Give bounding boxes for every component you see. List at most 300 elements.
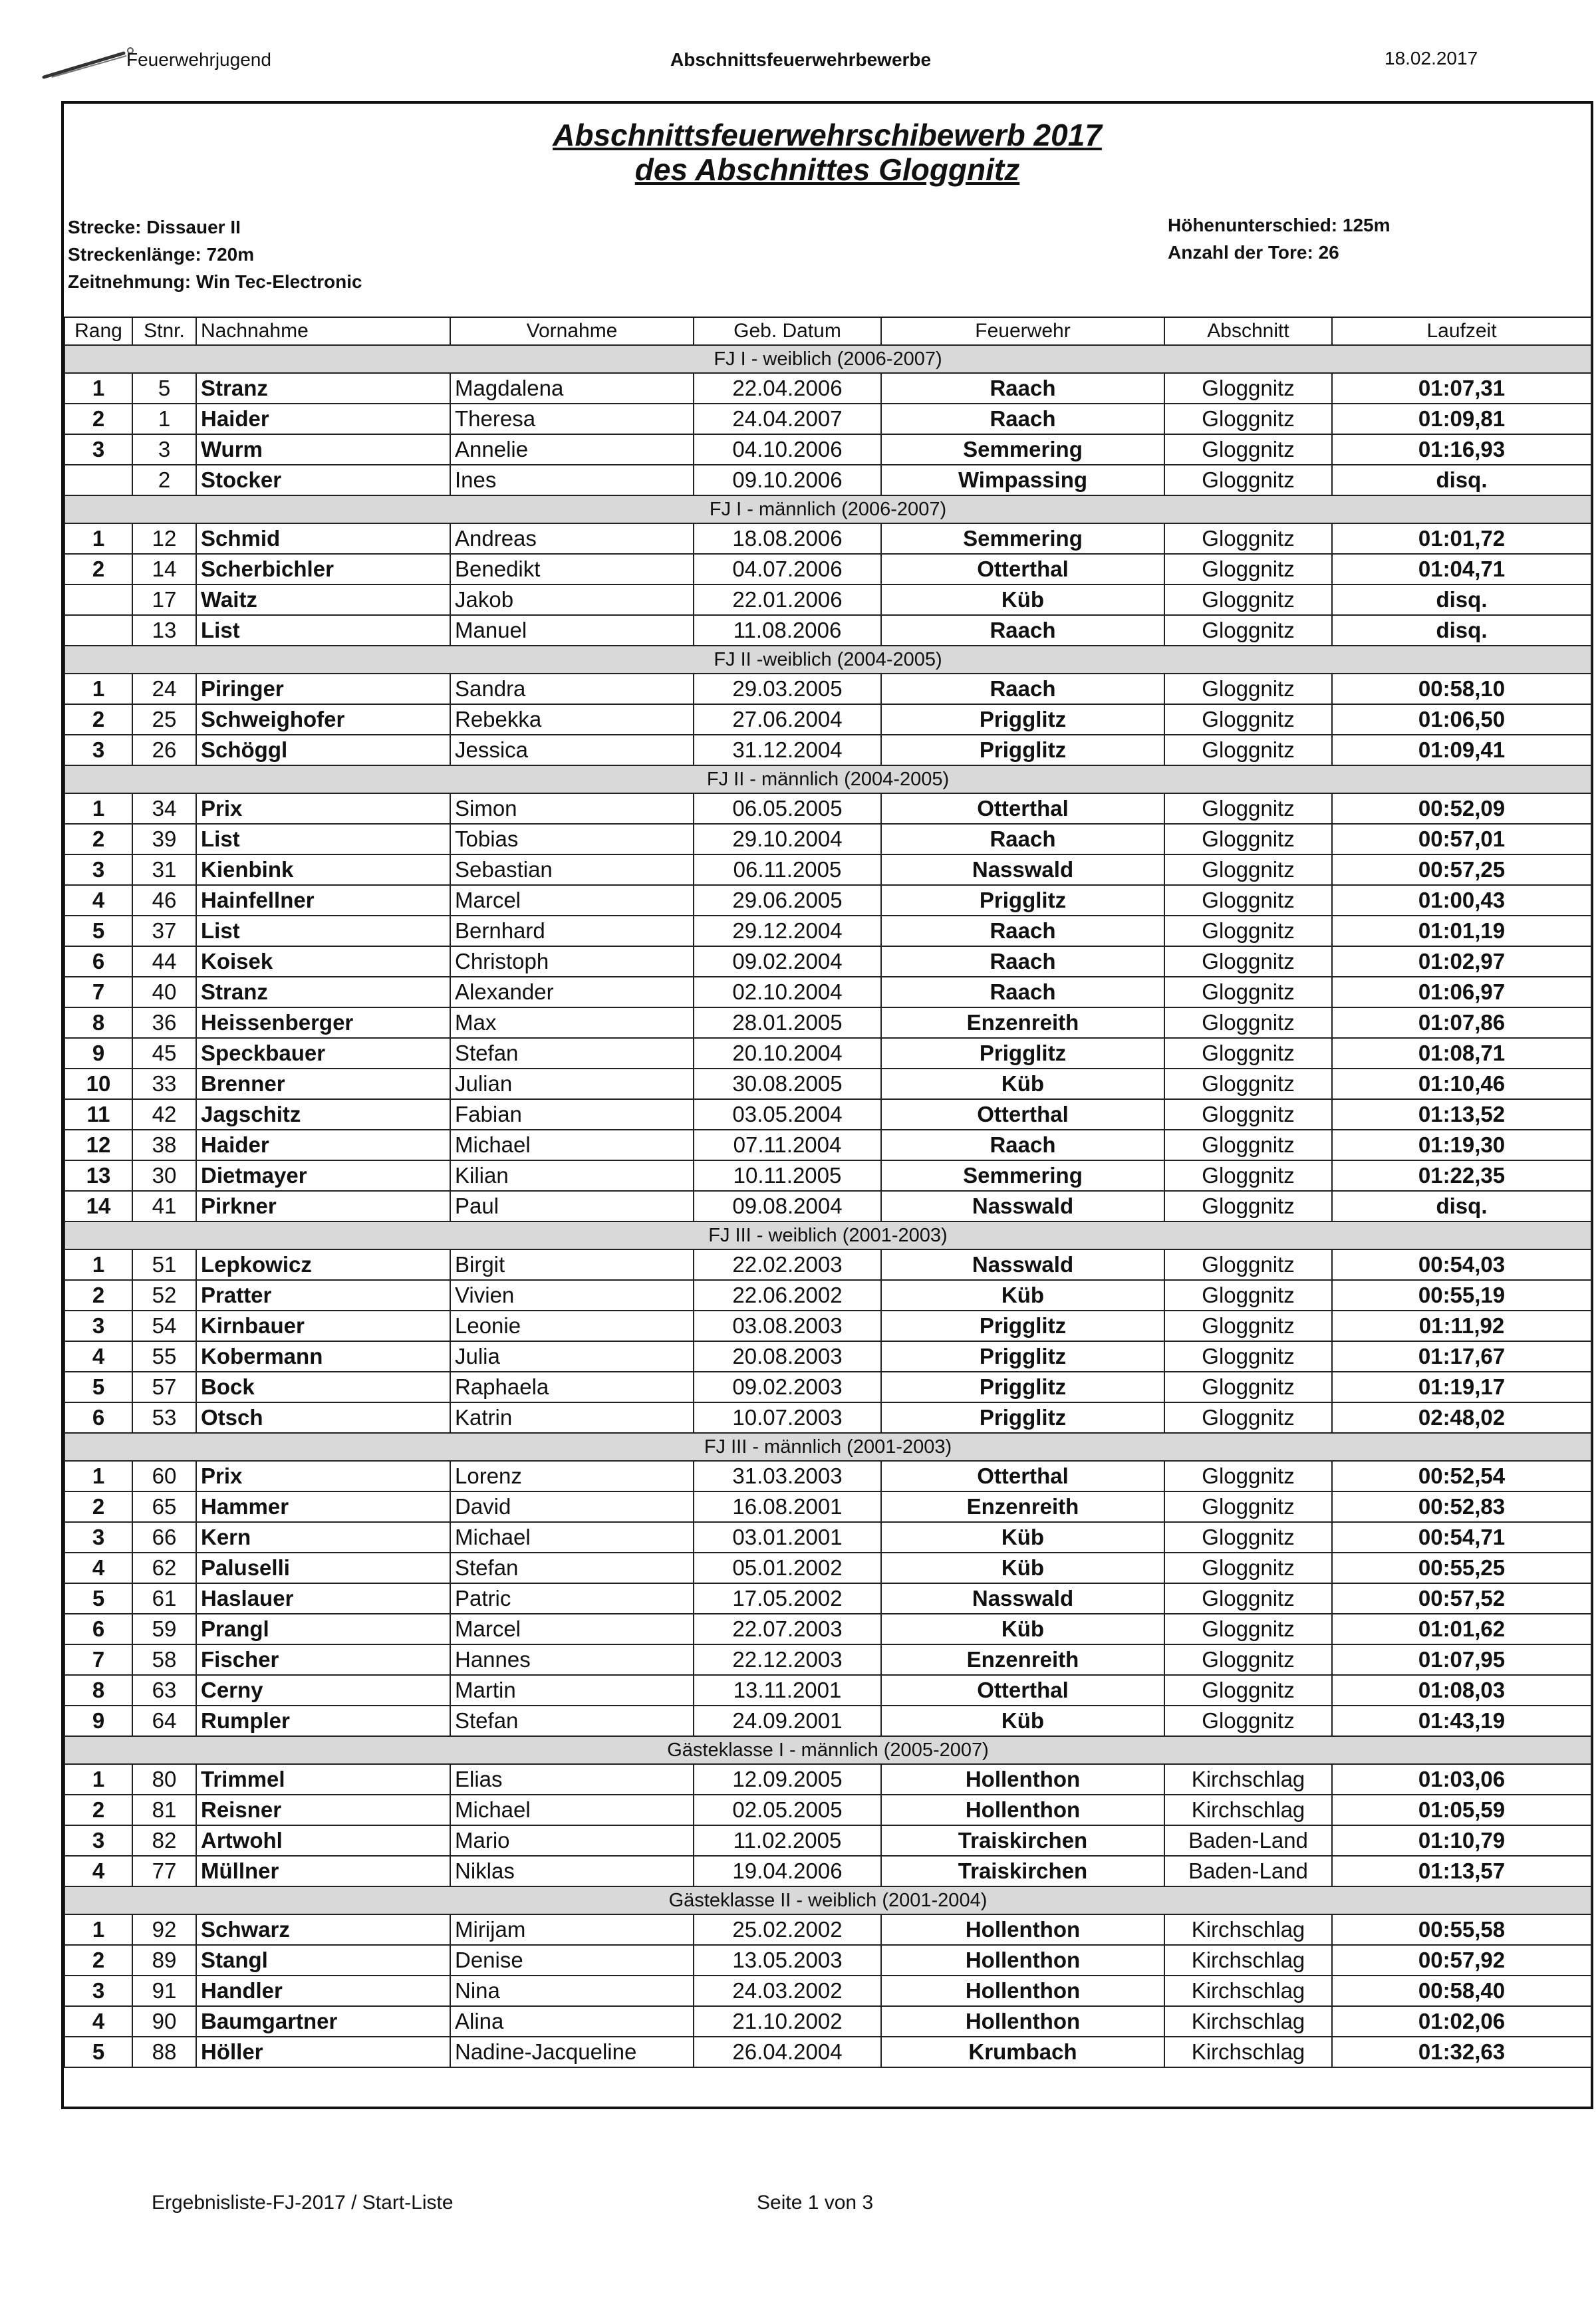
cell-feuerwehr: Küb [881, 584, 1164, 615]
cell-geburtsdatum: 22.02.2003 [694, 1249, 881, 1280]
cell-vorname: Jessica [450, 735, 694, 765]
cell-abschnitt: Gloggnitz [1164, 373, 1332, 404]
cell-rang: 11 [65, 1099, 132, 1130]
cell-feuerwehr: Küb [881, 1614, 1164, 1644]
cell-abschnitt: Baden-Land [1164, 1856, 1332, 1886]
cell-nachname: Jagschitz [196, 1099, 450, 1130]
table-row [65, 1311, 1591, 1341]
cell-laufzeit: 00:55,25 [1332, 1553, 1591, 1583]
course-laenge: Streckenlänge: 720m [68, 244, 255, 265]
cell-vorname: Alexander [450, 977, 694, 1007]
cell-abschnitt: Gloggnitz [1164, 1341, 1332, 1372]
table-row [65, 1795, 1591, 1825]
cell-vorname: Niklas [450, 1856, 694, 1886]
table-row [65, 916, 1591, 946]
table-row [65, 2006, 1591, 2037]
cell-stnr: 91 [132, 1976, 196, 2006]
cell-rang: 10 [65, 1069, 132, 1099]
cell-abschnitt: Kirchschlag [1164, 1976, 1332, 2006]
cell-abschnitt: Gloggnitz [1164, 1280, 1332, 1311]
cell-rang: 3 [65, 1311, 132, 1341]
column-header: Laufzeit [1332, 317, 1591, 345]
cell-feuerwehr: Prigglitz [881, 704, 1164, 735]
cell-abschnitt: Gloggnitz [1164, 885, 1332, 916]
cell-abschnitt: Gloggnitz [1164, 793, 1332, 824]
table-row [65, 977, 1591, 1007]
cell-feuerwehr: Nasswald [881, 1583, 1164, 1614]
cell-stnr: 37 [132, 916, 196, 946]
table-row [65, 1099, 1591, 1130]
cell-stnr: 92 [132, 1914, 196, 1945]
cell-geburtsdatum: 20.08.2003 [694, 1341, 881, 1372]
category-label: Gästeklasse I - männlich (2005-2007) [65, 1736, 1591, 1764]
cell-abschnitt: Gloggnitz [1164, 1249, 1332, 1280]
category-row [65, 1886, 1591, 1914]
cell-feuerwehr: Enzenreith [881, 1644, 1164, 1675]
cell-abschnitt: Gloggnitz [1164, 1007, 1332, 1038]
table-row [65, 615, 1591, 646]
cell-nachname: Hainfellner [196, 885, 450, 916]
cell-geburtsdatum: 07.11.2004 [694, 1130, 881, 1160]
cell-abschnitt: Gloggnitz [1164, 584, 1332, 615]
cell-vorname: Hannes [450, 1644, 694, 1675]
cell-nachname: Wurm [196, 434, 450, 465]
cell-vorname: Max [450, 1007, 694, 1038]
cell-feuerwehr: Nasswald [881, 854, 1164, 885]
course-tore: Anzahl der Tore: 26 [1168, 242, 1339, 263]
cell-laufzeit: 01:03,06 [1332, 1764, 1591, 1795]
cell-laufzeit: 00:55,19 [1332, 1280, 1591, 1311]
cell-laufzeit: 01:19,30 [1332, 1130, 1591, 1160]
cell-rang: 2 [65, 404, 132, 434]
cell-feuerwehr: Küb [881, 1280, 1164, 1311]
cell-abschnitt: Gloggnitz [1164, 1461, 1332, 1491]
category-label: Gästeklasse II - weiblich (2001-2004) [65, 1886, 1591, 1914]
cell-geburtsdatum: 11.08.2006 [694, 615, 881, 646]
cell-abschnitt: Gloggnitz [1164, 1553, 1332, 1583]
cell-feuerwehr: Krumbach [881, 2037, 1164, 2067]
cell-geburtsdatum: 31.12.2004 [694, 735, 881, 765]
cell-stnr: 36 [132, 1007, 196, 1038]
cell-geburtsdatum: 21.10.2002 [694, 2006, 881, 2037]
course-zeitnehmung: Zeitnehmung: Win Tec-Electronic [68, 271, 362, 292]
cell-laufzeit: 01:19,17 [1332, 1372, 1591, 1402]
cell-abschnitt: Gloggnitz [1164, 554, 1332, 584]
cell-rang: 2 [65, 704, 132, 735]
cell-vorname: Stefan [450, 1553, 694, 1583]
cell-nachname: Piringer [196, 674, 450, 704]
cell-nachname: Dietmayer [196, 1160, 450, 1191]
cell-geburtsdatum: 29.12.2004 [694, 916, 881, 946]
cell-feuerwehr: Hollenthon [881, 1914, 1164, 1945]
cell-feuerwehr: Hollenthon [881, 1764, 1164, 1795]
cell-laufzeit: 00:52,83 [1332, 1491, 1591, 1522]
header-organisation: Feuerwehrjugend [126, 49, 271, 70]
table-row [65, 1553, 1591, 1583]
cell-geburtsdatum: 03.05.2004 [694, 1099, 881, 1130]
cell-vorname: Benedikt [450, 554, 694, 584]
cell-feuerwehr: Nasswald [881, 1249, 1164, 1280]
cell-nachname: Hammer [196, 1491, 450, 1522]
cell-stnr: 26 [132, 735, 196, 765]
cell-rang: 4 [65, 2006, 132, 2037]
cell-laufzeit: 01:06,50 [1332, 704, 1591, 735]
cell-stnr: 46 [132, 885, 196, 916]
cell-vorname: Denise [450, 1945, 694, 1976]
cell-vorname: Andreas [450, 523, 694, 554]
table-row [65, 373, 1591, 404]
cell-nachname: Brenner [196, 1069, 450, 1099]
cell-geburtsdatum: 29.06.2005 [694, 885, 881, 916]
results-table [64, 317, 1592, 2068]
cell-nachname: Kern [196, 1522, 450, 1553]
cell-geburtsdatum: 28.01.2005 [694, 1007, 881, 1038]
cell-rang: 2 [65, 1280, 132, 1311]
cell-feuerwehr: Otterthal [881, 1675, 1164, 1706]
cell-nachname: Trimmel [196, 1764, 450, 1795]
cell-rang: 14 [65, 1191, 132, 1221]
table-row [65, 1491, 1591, 1522]
cell-stnr: 81 [132, 1795, 196, 1825]
table-row [65, 1583, 1591, 1614]
table-row [65, 735, 1591, 765]
cell-abschnitt: Gloggnitz [1164, 946, 1332, 977]
cell-vorname: Annelie [450, 434, 694, 465]
table-row [65, 1764, 1591, 1795]
cell-geburtsdatum: 31.03.2003 [694, 1461, 881, 1491]
column-header: Nachnahme [196, 317, 450, 345]
cell-geburtsdatum: 06.11.2005 [694, 854, 881, 885]
cell-abschnitt: Gloggnitz [1164, 1311, 1332, 1341]
cell-abschnitt: Gloggnitz [1164, 824, 1332, 854]
cell-laufzeit: 01:10,46 [1332, 1069, 1591, 1099]
cell-rang: 4 [65, 1341, 132, 1372]
cell-vorname: Sebastian [450, 854, 694, 885]
cell-laufzeit: 00:54,03 [1332, 1249, 1591, 1280]
cell-rang: 8 [65, 1675, 132, 1706]
cell-stnr: 88 [132, 2037, 196, 2067]
cell-geburtsdatum: 26.04.2004 [694, 2037, 881, 2067]
cell-laufzeit: 01:13,52 [1332, 1099, 1591, 1130]
cell-geburtsdatum: 09.02.2004 [694, 946, 881, 977]
table-row [65, 554, 1591, 584]
cell-geburtsdatum: 02.05.2005 [694, 1795, 881, 1825]
course-strecke: Strecke: Dissauer II [68, 217, 241, 237]
cell-stnr: 34 [132, 793, 196, 824]
cell-geburtsdatum: 27.06.2004 [694, 704, 881, 735]
cell-geburtsdatum: 22.06.2002 [694, 1280, 881, 1311]
cell-nachname: Waitz [196, 584, 450, 615]
cell-geburtsdatum: 10.07.2003 [694, 1402, 881, 1433]
cell-laufzeit: 01:09,41 [1332, 735, 1591, 765]
cell-rang: 3 [65, 1825, 132, 1856]
cell-nachname: Handler [196, 1976, 450, 2006]
table-row [65, 704, 1591, 735]
cell-rang: 8 [65, 1007, 132, 1038]
cell-vorname: Alina [450, 2006, 694, 2037]
cell-rang: 2 [65, 1945, 132, 1976]
cell-nachname: Speckbauer [196, 1038, 450, 1069]
cell-vorname: Patric [450, 1583, 694, 1614]
cell-rang: 2 [65, 1795, 132, 1825]
table-row [65, 1976, 1591, 2006]
cell-vorname: Stefan [450, 1038, 694, 1069]
cell-laufzeit: 01:05,59 [1332, 1795, 1591, 1825]
cell-laufzeit: 01:00,43 [1332, 885, 1591, 916]
cell-stnr: 45 [132, 1038, 196, 1069]
cell-feuerwehr: Prigglitz [881, 1311, 1164, 1341]
cell-rang: 3 [65, 735, 132, 765]
cell-nachname: Schwarz [196, 1914, 450, 1945]
cell-nachname: Prix [196, 1461, 450, 1491]
cell-rang: 1 [65, 373, 132, 404]
table-row [65, 1614, 1591, 1644]
table-row [65, 465, 1591, 495]
cell-abschnitt: Gloggnitz [1164, 434, 1332, 465]
cell-feuerwehr: Raach [881, 615, 1164, 646]
cell-vorname: Lorenz [450, 1461, 694, 1491]
cell-rang: 1 [65, 674, 132, 704]
cell-laufzeit: 01:07,95 [1332, 1644, 1591, 1675]
cell-geburtsdatum: 17.05.2002 [694, 1583, 881, 1614]
table-row [65, 404, 1591, 434]
cell-vorname: Manuel [450, 615, 694, 646]
cell-rang: 1 [65, 1461, 132, 1491]
table-row [65, 1069, 1591, 1099]
cell-vorname: Ines [450, 465, 694, 495]
category-row [65, 646, 1591, 674]
cell-laufzeit: 01:11,92 [1332, 1311, 1591, 1341]
cell-stnr: 54 [132, 1311, 196, 1341]
cell-vorname: Marcel [450, 1614, 694, 1644]
cell-rang: 1 [65, 793, 132, 824]
category-row [65, 495, 1591, 523]
cell-geburtsdatum: 18.08.2006 [694, 523, 881, 554]
cell-stnr: 61 [132, 1583, 196, 1614]
cell-nachname: Kobermann [196, 1341, 450, 1372]
cell-vorname: Mario [450, 1825, 694, 1856]
cell-abschnitt: Gloggnitz [1164, 404, 1332, 434]
cell-vorname: Julian [450, 1069, 694, 1099]
table-row [65, 674, 1591, 704]
cell-nachname: Pratter [196, 1280, 450, 1311]
cell-stnr: 89 [132, 1945, 196, 1976]
cell-geburtsdatum: 29.03.2005 [694, 674, 881, 704]
course-info [68, 213, 362, 295]
cell-nachname: Schöggl [196, 735, 450, 765]
cell-nachname: Scherbichler [196, 554, 450, 584]
cell-rang: 4 [65, 885, 132, 916]
cell-rang: 3 [65, 854, 132, 885]
cell-stnr: 24 [132, 674, 196, 704]
cell-abschnitt: Gloggnitz [1164, 704, 1332, 735]
cell-rang: 5 [65, 1583, 132, 1614]
table-header-row [65, 317, 1591, 345]
column-header: Abschnitt [1164, 317, 1332, 345]
cell-nachname: Fischer [196, 1644, 450, 1675]
cell-stnr: 42 [132, 1099, 196, 1130]
cell-stnr: 14 [132, 554, 196, 584]
cell-nachname: Stocker [196, 465, 450, 495]
cell-rang: 13 [65, 1160, 132, 1191]
table-row [65, 885, 1591, 916]
cell-laufzeit: disq. [1332, 584, 1591, 615]
cell-stnr: 58 [132, 1644, 196, 1675]
cell-geburtsdatum: 24.04.2007 [694, 404, 881, 434]
cell-rang: 2 [65, 1491, 132, 1522]
cell-vorname: Magdalena [450, 373, 694, 404]
table-row [65, 1402, 1591, 1433]
cell-stnr: 40 [132, 977, 196, 1007]
category-label: FJ III - männlich (2001-2003) [65, 1433, 1591, 1461]
cell-feuerwehr: Wimpassing [881, 465, 1164, 495]
category-row [65, 765, 1591, 793]
cell-abschnitt: Gloggnitz [1164, 1069, 1332, 1099]
cell-rang: 5 [65, 1372, 132, 1402]
cell-abschnitt: Gloggnitz [1164, 465, 1332, 495]
cell-feuerwehr: Hollenthon [881, 1945, 1164, 1976]
cell-stnr: 31 [132, 854, 196, 885]
cell-rang: 12 [65, 1130, 132, 1160]
cell-stnr: 66 [132, 1522, 196, 1553]
cell-geburtsdatum: 09.08.2004 [694, 1191, 881, 1221]
cell-vorname: Nina [450, 1976, 694, 2006]
cell-nachname: Höller [196, 2037, 450, 2067]
cell-feuerwehr: Küb [881, 1522, 1164, 1553]
table-row [65, 824, 1591, 854]
category-label: FJ I - weiblich (2006-2007) [65, 345, 1591, 373]
cell-rang: 6 [65, 1402, 132, 1433]
cell-laufzeit: 01:02,06 [1332, 2006, 1591, 2037]
cell-geburtsdatum: 24.03.2002 [694, 1976, 881, 2006]
cell-stnr: 80 [132, 1764, 196, 1795]
cell-laufzeit: 01:06,97 [1332, 977, 1591, 1007]
cell-geburtsdatum: 11.02.2005 [694, 1825, 881, 1856]
cell-vorname: Elias [450, 1764, 694, 1795]
cell-abschnitt: Kirchschlag [1164, 1945, 1332, 1976]
cell-abschnitt: Gloggnitz [1164, 523, 1332, 554]
cell-nachname: Reisner [196, 1795, 450, 1825]
cell-feuerwehr: Otterthal [881, 1099, 1164, 1130]
cell-geburtsdatum: 22.01.2006 [694, 584, 881, 615]
cell-stnr: 2 [132, 465, 196, 495]
cell-feuerwehr: Raach [881, 977, 1164, 1007]
cell-geburtsdatum: 09.02.2003 [694, 1372, 881, 1402]
cell-nachname: Prangl [196, 1614, 450, 1644]
table-row [65, 1341, 1591, 1372]
cell-laufzeit: 00:52,54 [1332, 1461, 1591, 1491]
cell-nachname: Kirnbauer [196, 1311, 450, 1341]
cell-stnr: 12 [132, 523, 196, 554]
category-row [65, 1736, 1591, 1764]
table-row [65, 1280, 1591, 1311]
cell-vorname: Katrin [450, 1402, 694, 1433]
cell-stnr: 44 [132, 946, 196, 977]
cell-abschnitt: Kirchschlag [1164, 1795, 1332, 1825]
cell-laufzeit: 00:57,25 [1332, 854, 1591, 885]
cell-laufzeit: 01:13,57 [1332, 1856, 1591, 1886]
cell-rang: 1 [65, 1914, 132, 1945]
cell-stnr: 65 [132, 1491, 196, 1522]
cell-feuerwehr: Enzenreith [881, 1491, 1164, 1522]
cell-vorname: Theresa [450, 404, 694, 434]
cell-nachname: Prix [196, 793, 450, 824]
cell-stnr: 33 [132, 1069, 196, 1099]
cell-rang: 1 [65, 1764, 132, 1795]
cell-rang: 1 [65, 1249, 132, 1280]
cell-feuerwehr: Traiskirchen [881, 1856, 1164, 1886]
cell-nachname: Paluselli [196, 1553, 450, 1583]
cell-feuerwehr: Semmering [881, 434, 1164, 465]
cell-rang: 3 [65, 434, 132, 465]
table-row [65, 1191, 1591, 1221]
cell-geburtsdatum: 22.12.2003 [694, 1644, 881, 1675]
cell-rang: 2 [65, 824, 132, 854]
cell-laufzeit: 00:57,92 [1332, 1945, 1591, 1976]
column-header: Rang [65, 317, 132, 345]
cell-abschnitt: Kirchschlag [1164, 1764, 1332, 1795]
cell-feuerwehr: Prigglitz [881, 1341, 1164, 1372]
cell-stnr: 57 [132, 1372, 196, 1402]
cell-laufzeit: 01:32,63 [1332, 2037, 1591, 2067]
table-row [65, 1522, 1591, 1553]
cell-vorname: Leonie [450, 1311, 694, 1341]
cell-vorname: David [450, 1491, 694, 1522]
cell-laufzeit: 01:43,19 [1332, 1706, 1591, 1736]
cell-abschnitt: Baden-Land [1164, 1825, 1332, 1856]
cell-geburtsdatum: 13.11.2001 [694, 1675, 881, 1706]
cell-rang: 6 [65, 946, 132, 977]
table-row [65, 854, 1591, 885]
cell-laufzeit: 00:58,40 [1332, 1976, 1591, 2006]
cell-nachname: Haider [196, 404, 450, 434]
results-frame [61, 101, 1593, 2109]
cell-feuerwehr: Otterthal [881, 554, 1164, 584]
cell-abschnitt: Gloggnitz [1164, 1372, 1332, 1402]
table-row [65, 1372, 1591, 1402]
cell-nachname: Lepkowicz [196, 1249, 450, 1280]
cell-nachname: Koisek [196, 946, 450, 977]
cell-abschnitt: Gloggnitz [1164, 615, 1332, 646]
cell-stnr: 25 [132, 704, 196, 735]
header-event: Abschnittsfeuerwehrbewerbe [670, 49, 932, 70]
category-label: FJ II -weiblich (2004-2005) [65, 646, 1591, 674]
cell-feuerwehr: Hollenthon [881, 1795, 1164, 1825]
cell-nachname: Schmid [196, 523, 450, 554]
cell-laufzeit: 01:17,67 [1332, 1341, 1591, 1372]
cell-geburtsdatum: 16.08.2001 [694, 1491, 881, 1522]
cell-abschnitt: Gloggnitz [1164, 1644, 1332, 1675]
cell-vorname: Marcel [450, 885, 694, 916]
table-row [65, 1007, 1591, 1038]
cell-vorname: Michael [450, 1795, 694, 1825]
page-title: Abschnittsfeuerwehrschibewerb 2017 [553, 118, 1102, 152]
table-row [65, 1675, 1591, 1706]
cell-rang: 3 [65, 1522, 132, 1553]
cell-stnr: 55 [132, 1341, 196, 1372]
cell-rang: 9 [65, 1706, 132, 1736]
cell-abschnitt: Gloggnitz [1164, 1706, 1332, 1736]
cell-abschnitt: Gloggnitz [1164, 1130, 1332, 1160]
cell-vorname: Tobias [450, 824, 694, 854]
cell-abschnitt: Gloggnitz [1164, 916, 1332, 946]
cell-rang: 5 [65, 2037, 132, 2067]
cell-stnr: 30 [132, 1160, 196, 1191]
cell-geburtsdatum: 22.07.2003 [694, 1614, 881, 1644]
cell-nachname: Haslauer [196, 1583, 450, 1614]
cell-vorname: Birgit [450, 1249, 694, 1280]
cell-stnr: 90 [132, 2006, 196, 2037]
